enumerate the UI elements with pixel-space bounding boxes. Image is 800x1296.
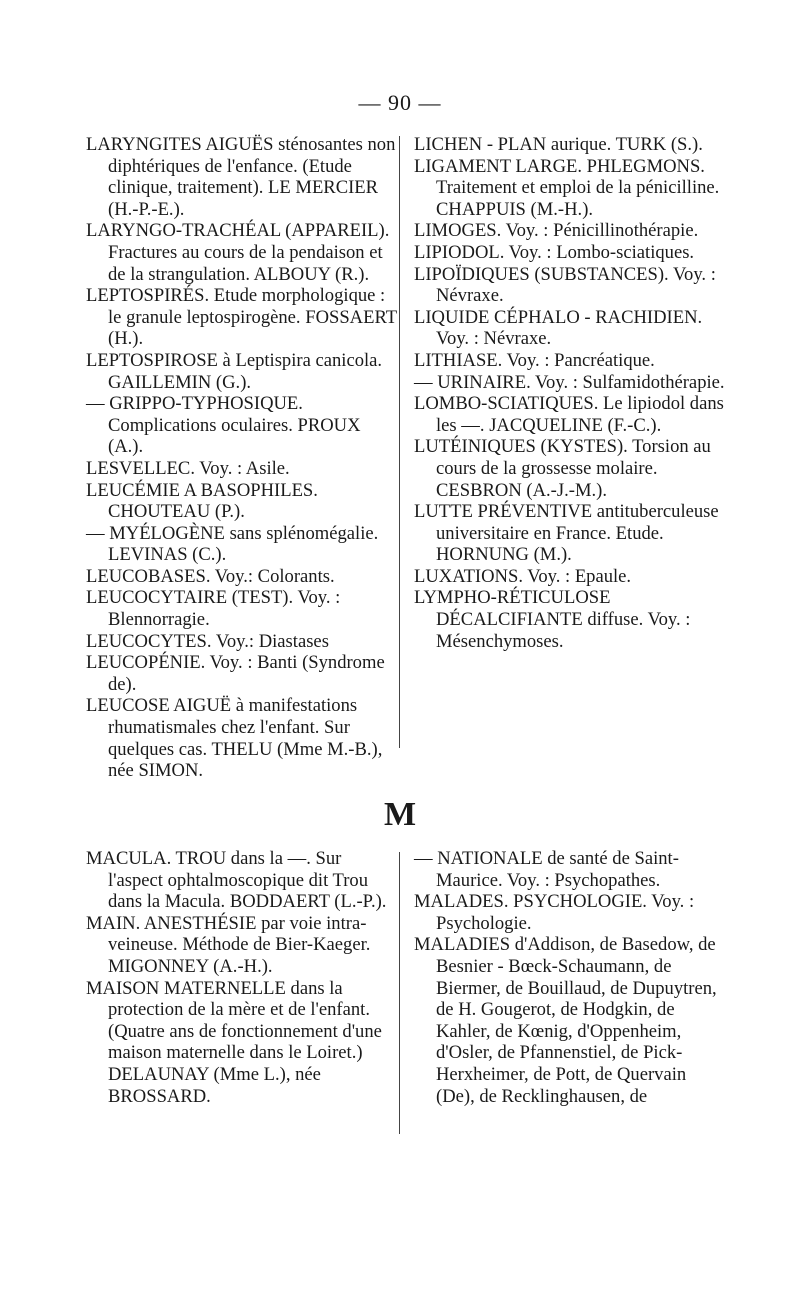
column-divider: [399, 136, 400, 748]
section-heading: M: [383, 796, 417, 833]
index-entry-lichen-plan: LICHEN - PLAN aurique. TURK (S.).: [414, 134, 703, 155]
index-entry-leptospirose: LEPTOSPIROSE à Leptispira canicola. GAILLEMIN (G.).: [86, 349, 383, 393]
index-entry-leucopenie: LEUCOPÉNIE. Voy. : Banti (Syndrome de).: [86, 652, 385, 695]
section-m: [86, 848, 726, 1107]
column-left: [86, 134, 404, 782]
index-entry-laryngo-tracheal: LARYNGO-TRACHÉAL (APPAREIL). Fractures au cours de la pendaison et de la strangulation. ALBOUY (R.).: [86, 220, 390, 285]
index-entry-maison: MAISON MATERNELLE dans la protection de la mère et de l'enfant. (Quatre ans de fonctionnement d'une maison maternelle dans le Loiret.) DELAUNAY (Mme L.), née BROSSARD.: [86, 977, 382, 1107]
index-entry-maladies: MALADIES d'Addison, de Basedow, de Besnier - Bœck-Schaumann, de Biermer, de Bouillaud, de Dupuytren, de H. Gougerot, de Hodgkin, de Kahler, de Kœnig, d'Oppenheim, d'Osler, de Pfannenstiel, de Pick-Herxheimer, de Pott, de Quervain (De), de Recklinghausen, de: [414, 934, 717, 1107]
index-entry-luteiniques: LUTÉINIQUES (KYSTES). Torsion au cours de la grossesse molaire. CESBRON (A.-J.-M.).: [414, 436, 711, 501]
index-entry-main: MAIN. ANESTHÉSIE par voie intra-veineuse. Méthode de Bier-Kaeger. MIGONNEY (A.-H.).: [86, 912, 371, 977]
index-entry-lithiase: LITHIASE. Voy. : Pancréatique.: [414, 349, 655, 371]
index-entry-limoges: LIMOGES. Voy. : Pénicillinothérapie.: [414, 220, 699, 242]
index-entry-malades: MALADES. PSYCHOLOGIE. Voy. : Psychologie.: [414, 891, 695, 934]
index-entry-lombo-sciatiques: LOMBO-SCIATIQUES. Le lipiodol dans les —. JACQUELINE (F.-C.).: [414, 393, 724, 436]
column-divider: [399, 852, 400, 1134]
index-entry-laryngites: LARYNGITES AIGUËS sténosantes non diphtériques de l'enfance. (Etude clinique, traitement). LE MERCIER (H.-P.-E.).: [86, 134, 396, 220]
index-entry-lesvellec: LESVELLEC. Voy. : Asile.: [86, 457, 290, 479]
index-entry-liquide: LIQUIDE CÉPHALO - RACHIDIEN. Voy. : Névraxe.: [414, 306, 703, 350]
column-left: [86, 848, 404, 1107]
index-entry-leucemie: LEUCÉMIE A BASOPHILES. CHOUTEAU (P.).: [86, 479, 318, 523]
index-entry-lipoidiques: LIPOÏDIQUES (SUBSTANCES). Voy. : Névraxe.: [414, 263, 716, 307]
index-entry-ligament-large: LIGAMENT LARGE. PHLEGMONS. Traitement et emploi de la pénicilline. CHAPPUIS (M.-H.).: [414, 155, 720, 220]
index-entry-macula: MACULA. TROU dans la —. Sur l'aspect ophtalmoscopique dit Trou dans la Macula. BODDAERT (L.-P.).: [86, 848, 387, 913]
column-right: [408, 848, 726, 1107]
index-entry-leucose: LEUCOSE AIGUË à manifestations rhumatismales chez l'enfant. Sur quelques cas. THELU (Mme M.-B.), née SIMON.: [86, 695, 383, 782]
index-entry-luxations: LUXATIONS. Voy. : Epaule.: [414, 565, 632, 587]
index-entry-leucocytes: LEUCOCYTES. Voy.: Diastases: [86, 630, 329, 652]
index-entry-lutte: LUTTE PRÉVENTIVE antituberculeuse universitaire en France. Etude. HORNUNG (M.).: [414, 501, 719, 566]
index-entry-leptospires: LEPTOSPIRÉS. Etude morphologique : le granule leptospirogène. FOSSAERT (H.).: [86, 285, 397, 350]
section-l: [86, 134, 726, 782]
page-number: — 90 —: [358, 90, 442, 115]
index-entry-urinaire: — URINAIRE. Voy. : Sulfamidothérapie.: [414, 371, 725, 393]
index-entry-leucocytaire: LEUCOCYTAIRE (TEST). Voy. : Blennorragie.: [86, 587, 341, 631]
column-right: [408, 134, 726, 782]
index-entry-nationale: — NATIONALE de santé de Saint-Maurice. Voy. : Psychopathes.: [414, 848, 679, 891]
index-entry-grippo-typhosique: — GRIPPO-TYPHOSIQUE. Complications oculaires. PROUX (A.).: [86, 393, 361, 458]
index-entry-lipiodol: LIPIODOL. Voy. : Lombo-sciatiques.: [414, 241, 695, 263]
index-entry-myelogene: — MYÉLOGÈNE sans splénomégalie. LEVINAS (C.).: [86, 522, 379, 566]
index-entry-leucobases: LEUCOBASES. Voy.: Colorants.: [86, 565, 335, 587]
index-entry-lympho-reticulose: LYMPHO-RÉTICULOSE DÉCALCIFIANTE diffuse. Voy. : Mésenchymoses.: [414, 587, 691, 652]
